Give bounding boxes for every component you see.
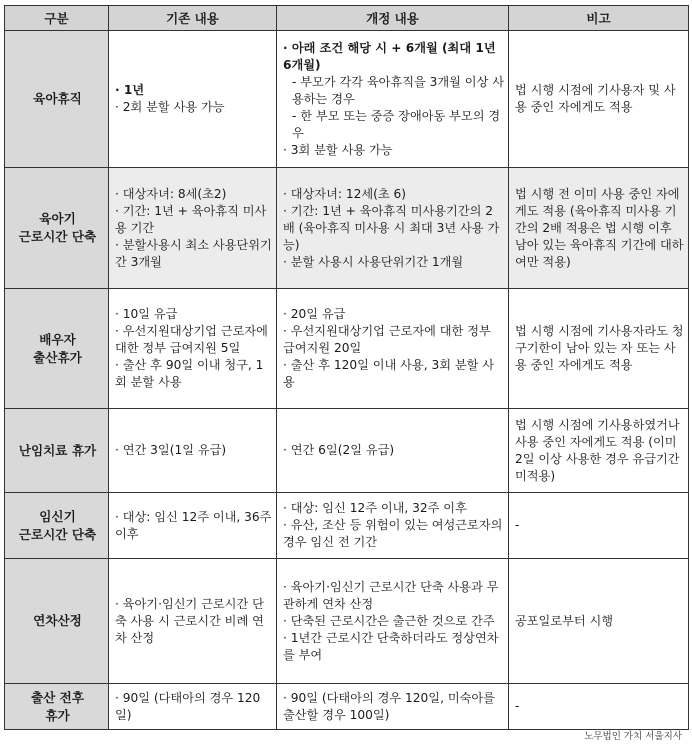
bullet-item: · 기간: 1년 + 육아휴직 미사용 기간 — [115, 203, 267, 235]
table-header-row — [5, 6, 689, 31]
header-category: 구분 — [5, 6, 109, 31]
bullet-item: · 아래 조건 해당 시 + 6개월 (최대 1년 6개월) — [283, 40, 496, 72]
row-note: 법 시행 시점에 기사용자라도 청구기한이 남아 있는 자 또는 사용 중인 자에게도 적용 — [509, 289, 689, 409]
footer-source: 노무법인 가치 서울지사 — [584, 731, 682, 742]
category-line: 연차산정 — [33, 613, 82, 628]
bullet-item: · 대상자녀: 12세(초 6) — [283, 186, 407, 201]
row-note: 법 시행 시점에 기사용하였거나 사용 중인 자에게도 적용 (이미 2일 이상 사용한 경우 유급기간 미적용) — [509, 409, 689, 493]
table-row — [5, 559, 689, 684]
table-row — [5, 409, 689, 493]
bullet-item: · 연간 6일(2일 유급) — [283, 443, 395, 457]
bullet-item: · 기간: 1년 + 육아휴직 미사용기간의 2배 (육아휴직 미사용 시 최대 3년 사용 가능) — [283, 203, 500, 252]
bullet-item: · 2회 분할 사용 가능 — [115, 100, 225, 114]
comparison-table — [4, 5, 689, 730]
table-row — [5, 289, 689, 409]
row-note: - — [509, 684, 689, 730]
row-after-content — [277, 168, 509, 289]
row-before-content — [109, 289, 277, 409]
bullet-item: · 90일 (다태아의 경우 120일) — [115, 690, 261, 722]
row-before-content — [109, 409, 277, 493]
bullet-item: · 90일 (다태아의 경우 120일, 미숙아를 출산할 경우 100일) — [283, 690, 495, 722]
category-line: 배우자 — [39, 331, 76, 347]
row-category — [5, 409, 109, 493]
row-category — [5, 559, 109, 684]
row-after-content — [277, 31, 509, 168]
header-after: 개정 내용 — [277, 6, 509, 31]
bullet-item: · 3회 분할 사용 가능 — [283, 142, 393, 157]
bullet-item: · 1년간 근로시간 단축하더라도 정상연차를 부여 — [283, 630, 499, 662]
table-row — [5, 493, 689, 559]
bullet-item: · 우선지원대상기업 근로자에 대한 정부 급여지원 20일 — [283, 324, 491, 355]
row-after-content — [277, 559, 509, 684]
category-line: 휴가 — [45, 707, 70, 723]
row-before-content — [109, 168, 277, 289]
row-after-content — [277, 493, 509, 559]
category-line: 난임치료 휴가 — [18, 442, 97, 458]
bullet-item: · 대상자녀: 8세(초2) — [115, 186, 227, 201]
bullet-item: · 대상: 임신 12주 이내, 36주 이후 — [115, 509, 272, 541]
category-line: 근로시간 단축 — [18, 526, 97, 542]
bullet-item: · 단축된 근로시간은 출근한 것으로 간주 — [283, 613, 495, 628]
bullet-item: · 20일 유급 — [283, 307, 346, 321]
bullet-item: - 한 부모 또는 중증 장애아동 부모의 경우 — [292, 108, 501, 140]
table-row — [5, 31, 689, 168]
table-row — [5, 168, 689, 289]
category-line: 근로시간 단축 — [18, 229, 97, 244]
bullet-item: · 1년 — [115, 83, 145, 97]
table-body — [5, 31, 689, 730]
row-category — [5, 289, 109, 409]
row-before-content — [109, 559, 277, 684]
bullet-item: · 유산, 조산 등 위험이 있는 여성근로자의 경우 임신 전 기간 — [283, 518, 503, 549]
bullet-item: · 분할 사용시 사용단위기간 1개월 — [283, 254, 464, 269]
row-note: 법 시행 시점에 기사용자 및 사용 중인 자에게도 적용 — [509, 31, 689, 168]
row-after-content — [277, 409, 509, 493]
row-category — [5, 168, 109, 289]
header-before: 기존 내용 — [109, 6, 277, 31]
bullet-item: · 우선지원대상기업 근로자에 대한 정부 급여지원 5일 — [115, 324, 268, 355]
table-row — [5, 684, 689, 730]
bullet-item: · 분할사용시 최소 사용단위기간 3개월 — [115, 237, 272, 269]
row-category — [5, 493, 109, 559]
row-before-content — [109, 684, 277, 730]
category-line: 출산 전후 — [30, 689, 85, 705]
category-line: 출산휴가 — [33, 349, 82, 365]
row-before-content — [109, 493, 277, 559]
bullet-item: · 10일 유급 — [115, 307, 178, 321]
bullet-item: · 육아기·임신기 근로시간 단축 사용과 무관하게 연차 산정 — [283, 579, 499, 611]
row-category — [5, 31, 109, 168]
bullet-item: · 출산 후 90일 이내 청구, 1회 분할 사용 — [115, 358, 264, 389]
category-line: 육아휴직 — [33, 91, 82, 106]
row-before-content — [109, 31, 277, 168]
bullet-item: - 부모가 각각 육아휴직을 3개월 이상 사용하는 경우 — [292, 74, 504, 106]
category-line: 육아기 — [39, 211, 76, 226]
bullet-item: · 육아기·임신기 근로시간 단축 사용 시 근로시간 비례 연차 산정 — [115, 596, 264, 645]
row-after-content — [277, 684, 509, 730]
row-category — [5, 684, 109, 730]
header-note: 비고 — [509, 6, 689, 31]
bullet-item: · 연간 3일(1일 유급) — [115, 443, 227, 457]
category-line: 임신기 — [39, 508, 76, 524]
bullet-item: · 대상: 임신 12주 이내, 32주 이후 — [283, 501, 467, 515]
row-note: 공포일로부터 시행 — [509, 559, 689, 684]
row-note: 법 시행 전 이미 사용 중인 자에게도 적용 (육아휴직 미사용 기간의 2배 적용은 법 시행 이후 남아 있는 육아휴직 기간에 대하여만 적용) — [509, 168, 689, 289]
row-after-content — [277, 289, 509, 409]
row-note: - — [509, 493, 689, 559]
bullet-item: · 출산 후 120일 이내 사용, 3회 분할 사용 — [283, 358, 495, 389]
